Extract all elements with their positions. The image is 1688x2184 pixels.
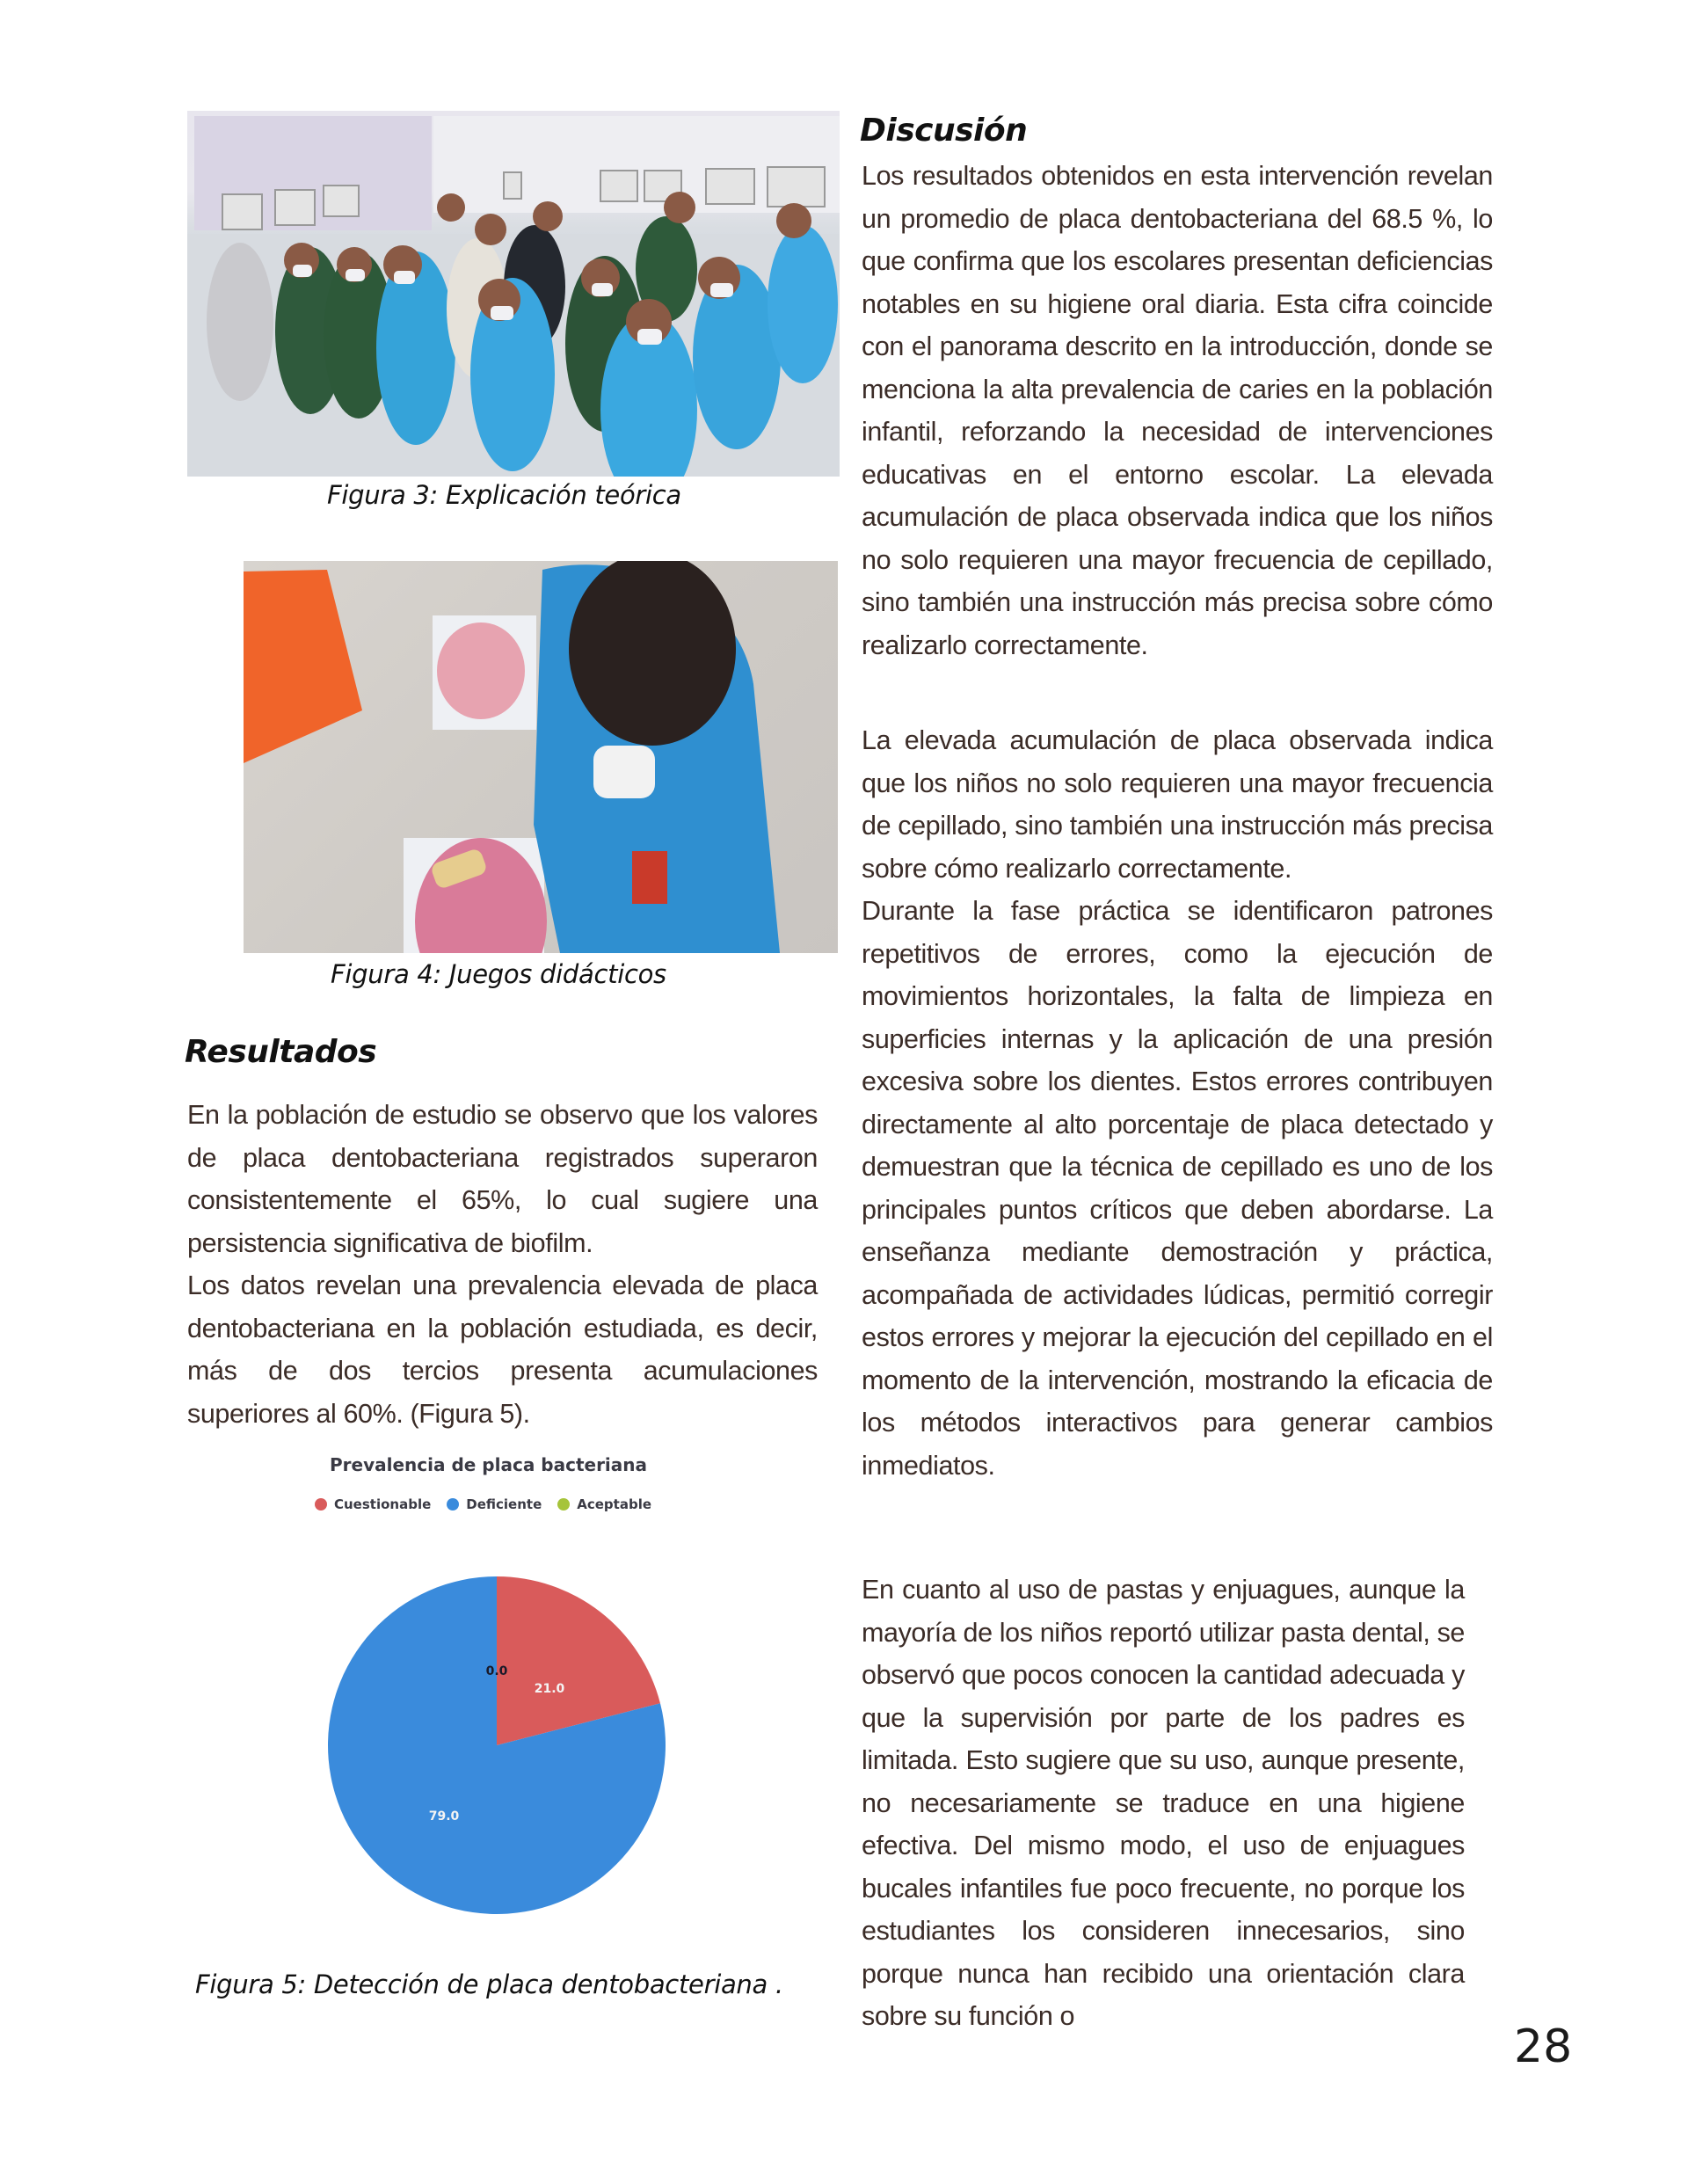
toothbrushing-game-illustration — [244, 561, 838, 953]
child-head — [569, 561, 736, 746]
uniform-badge — [632, 851, 667, 904]
resultados-body — [187, 1094, 818, 1435]
figure-3-caption: Figura 3: Explicación teórica — [327, 480, 681, 510]
chart-title: Prevalencia de placa bacteriana — [330, 1454, 648, 1475]
discusion-paragraph: En cuanto al uso de pastas y enjuagues, aunque la mayoría de los niños reportó utilizar pasta dental, se observó que pocos conocen la cantidad adecuada y que la supervisión por parte de los padres es limitada. Esto sugiere que su uso, aunque presente, no necesariamente se traduce en una higiene efectiva. Del mismo modo, el uso de enjuagues bucales infantiles fue poco frecuente, no porque los estudiantes los consideren innecesarios, sino porque nunca han recibido una orientación clara sobre su función o — [862, 1575, 1465, 2031]
pie-label-aceptable: 0.0 — [485, 1664, 508, 1678]
resultados-paragraph: En la población de estudio se observo que los valores de placa dentobacteriana registrados superaron consistentemente el 65%, lo cual sugiere una persistencia significativa de biofilm. — [187, 1100, 818, 1258]
figure-4-photo — [244, 561, 838, 953]
legend-swatch-aceptable — [557, 1498, 570, 1511]
legend-swatch-cuestionable — [315, 1498, 327, 1511]
discusion-body-3 — [862, 1569, 1465, 2038]
chart-legend — [315, 1496, 651, 1512]
figure-4-caption: Figura 4: Juegos didácticos — [331, 959, 666, 989]
pie-chart — [316, 1565, 677, 1926]
legend-item-deficiente — [447, 1496, 542, 1512]
discusion-paragraph: Los resultados obtenidos en esta intervención revelan un promedio de placa dentobacteriana del 68.5 %, lo que confirma que los escolares presentan deficiencias notables en su higiene oral diaria. Esta cifra coincide con el panorama descrito en la introducción, donde se menciona la alta prevalencia de caries en la población infantil, reforzando la necesidad de intervenciones educativas en el entorno escolar. La elevada acumulación de placa observada indica que los niños no solo requieren una mayor frecuencia de cepillado, sino también una instrucción más precisa sobre cómo realizarlo correctamente. — [862, 161, 1493, 660]
pie-label-cuestionable: 21.0 — [534, 1682, 565, 1696]
discusion-body-2 — [862, 719, 1493, 1487]
face-mask — [593, 746, 655, 798]
legend-item-cuestionable — [315, 1496, 431, 1512]
page-number: 28 — [1514, 2020, 1573, 2073]
orange-bag — [244, 570, 362, 763]
discusion-heading: Discusión — [860, 113, 1028, 149]
pie-label-deficiente: 79.0 — [428, 1809, 460, 1824]
legend-item-aceptable — [557, 1496, 651, 1512]
legend-label: Aceptable — [577, 1496, 652, 1512]
figure-5-caption: Figura 5: Detección de placa dentobacteriana . — [195, 1969, 783, 1999]
classroom-photo-illustration — [187, 111, 840, 477]
legend-label: Deficiente — [466, 1496, 542, 1512]
legend-swatch-deficiente — [447, 1498, 459, 1511]
discusion-paragraph: Durante la fase práctica se identificaron patrones repetitivos de errores, como la ejecución de movimientos horizontales, la falta de limpieza en superficies internas y la aplicación de una presión excesiva sobre los dientes. Estos errores contribuyen directamente al alto porcentaje de placa detectado y demuestran que la técnica de cepillado es uno de los principales puntos críticos que deben abordarse. La enseñanza mediante demostración y práctica, acompañada de actividades lúdicas, permitió corregir estos errores y mejorar la ejecución del cepillado en el momento de la intervención, mostrando la eficacia de los métodos interactivos para generar cambios inmediatos. — [862, 896, 1493, 1481]
discusion-paragraph: La elevada acumulación de placa observada indica que los niños no solo requieren una mayor frecuencia de cepillado, sino también una instrucción más precisa sobre cómo realizarlo correctamente. — [862, 725, 1493, 884]
resultados-heading: Resultados — [185, 1034, 377, 1070]
legend-label: Cuestionable — [334, 1496, 432, 1512]
discusion-body-1 — [862, 155, 1493, 666]
resultados-paragraph: Los datos revelan una prevalencia elevada de placa dentobacteriana en la población estudiada, es decir, más de dos tercios presenta acumulaciones superiores al 60%. (Figura 5). — [187, 1270, 818, 1429]
figure-3-photo — [187, 111, 840, 477]
